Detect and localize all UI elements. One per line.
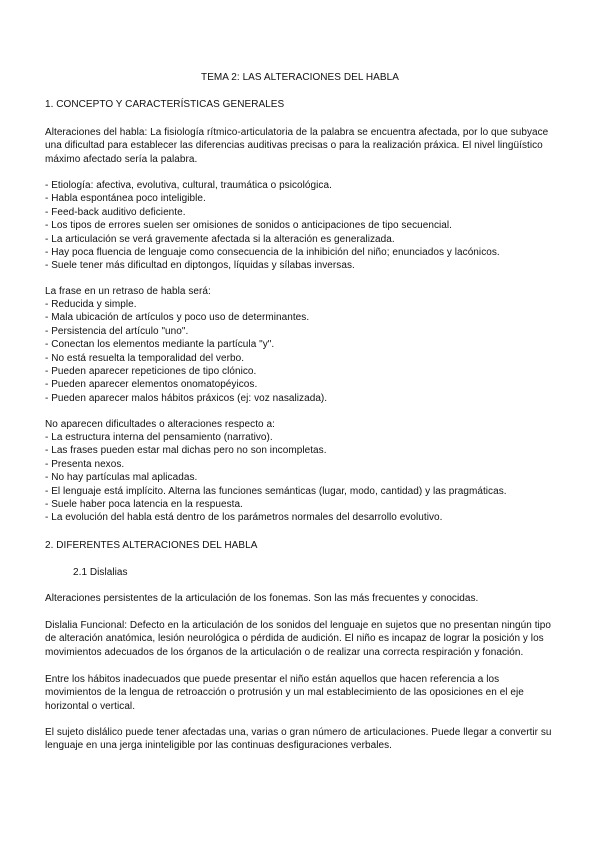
- list-item: - La estructura interna del pensamiento (narrativo).: [45, 432, 273, 443]
- section2-paragraph-2: Dislalia Funcional: Defecto en la articulación de los sonidos del lenguaje en sujetos que no presentan ningún tipo de alteración anatómica, lesión neurológica o pérdida de audición. El niño es incapaz de lograr la posición y los movimientos adecuados de los órganos de la articulación o de realizar una correcta respiración y fonación.: [45, 620, 552, 658]
- list-item: - No está resuelta la temporalidad del verbo.: [45, 352, 245, 364]
- list-item: - Suele tener más dificultad en diptongos, líquidas y sílabas inversas.: [45, 260, 355, 272]
- no-difficulties-list: [45, 431, 557, 525]
- list-item: - La evolución del habla está dentro de los parámetros normales del desarrollo evolutivo.: [45, 512, 443, 524]
- no-difficulties-intro: No aparecen dificultades o alteraciones respecto a:: [45, 419, 275, 430]
- list-item: - La articulación se verá gravemente afectada si la alteración es generalizada.: [45, 233, 395, 245]
- section1-heading: 1. CONCEPTO Y CARACTERÍSTICAS GENERALES: [45, 99, 285, 110]
- section2-paragraph-3: Entre los hábitos inadecuados que puede presentar el niño están aquellos que hacen referencia a los movimientos de la lengua de retroacción o protrusión y un mal establecimiento de las oposiciones en el eje horizontal o vertical.: [45, 674, 524, 712]
- list-item: - Feed-back auditivo deficiente.: [45, 206, 186, 218]
- list-item: - Pueden aparecer repeticiones de tipo clónico.: [45, 366, 257, 378]
- section2-heading: 2. DIFERENTES ALTERACIONES DEL HABLA: [45, 540, 258, 551]
- document-title: TEMA 2: LAS ALTERACIONES DEL HABLA: [201, 72, 399, 83]
- list-item: - Etiología: afectiva, evolutiva, cultural, traumática o psicológica.: [45, 180, 332, 191]
- phrase-intro: La frase en un retraso de habla será:: [45, 286, 211, 297]
- subsection-heading: 2.1 Dislalias: [73, 567, 128, 578]
- list-item: - Hay poca fluencia de lenguaje como consecuencia de la inhibición del niño; enunciados y lacónicos.: [45, 247, 500, 259]
- phrase-list: [45, 298, 557, 405]
- list-item: - Los tipos de errores suelen ser omisiones de sonidos o anticipaciones de tipo secuencial.: [45, 220, 453, 232]
- list-item: - Pueden aparecer malos hábitos práxicos (ej: voz nasalizada).: [45, 392, 328, 404]
- list-item: - Persistencia del artículo "uno".: [45, 325, 189, 337]
- list-item: - Mala ubicación de artículos y poco uso de determinantes.: [45, 312, 310, 324]
- list-item: - Conectan los elementos mediante la partícula "y".: [45, 339, 275, 351]
- section2-paragraph-4: El sujeto dislálico puede tener afectadas una, varias o gran número de articulaciones. Puede llegar a convertir su lenguaje en una jerga ininteligible por las continuas desfiguraciones verbales.: [45, 727, 552, 752]
- list-item: - Suele haber poca latencia en la respuesta.: [45, 499, 243, 511]
- list-item: - Las frases pueden estar mal dichas pero no son incompletas.: [45, 445, 327, 457]
- list-item: - No hay partículas mal aplicadas.: [45, 472, 198, 484]
- list-item: - El lenguaje está implícito. Alterna las funciones semánticas (lugar, modo, cantidad) y las pragmáticas.: [45, 485, 507, 497]
- list-item: - Presenta nexos.: [45, 458, 125, 470]
- list-item: - Pueden aparecer elementos onomatopéyicos.: [45, 379, 258, 391]
- list-item: - Reducida y simple.: [45, 299, 137, 310]
- features-list: [45, 179, 557, 273]
- section1-intro: Alteraciones del habla: La fisiología rítmico-articulatoria de la palabra se encuentra afectada, por lo que subyace una dificultad para establecer las diferencias auditivas precisas o para la realización práxica. El nivel lingüístico máximo afectado sería la palabra.: [45, 127, 549, 165]
- list-item: - Habla espontánea poco inteligible.: [45, 193, 206, 205]
- section2-paragraph-1: Alteraciones persistentes de la articulación de los fonemas. Son las más frecuentes y conocidas.: [45, 593, 479, 604]
